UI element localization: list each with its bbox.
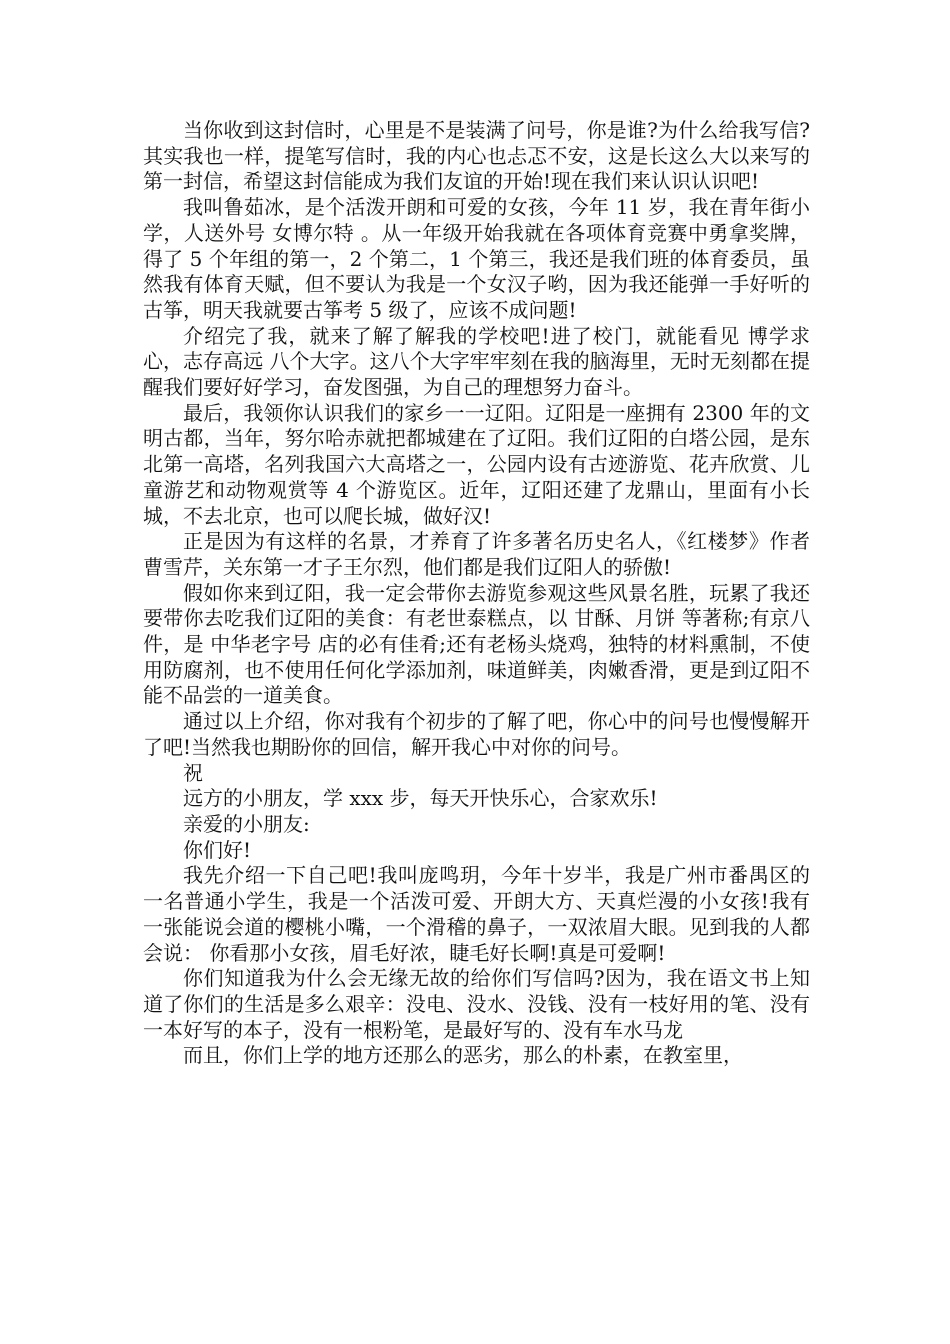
paragraph-greeting: 你们好! [183, 837, 252, 862]
paragraph-self-introduction: 我叫鲁茹冰，是个活泼开朗和可爱的女孩，今年 11 岁，我在青年街小学，人送外号 女博尔特 。从一年级开始我就在各项体育竞赛中勇拿奖牌，得了 5 个年组的第一，2 个第二，1 个第三，我还是我们班的体育委员，虽然我有体育天赋，但不要认为我是一个女汉子哟，因为我还能弹一手好听的古筝，明天我就要古筝考 5 级了，应该不成问题! [143, 195, 810, 322]
paragraph-second-letter-intro: 我先介绍一下自己吧!我叫庞鸣玥，今年十岁半，我是广州市番禺区的一名普通小学生，我是一个活泼可爱、开朗大方、天真烂漫的小女孩!我有一张能说会道的樱桃小嘴，一个滑稽的鼻子，一双浓眉大眼。见到我的人都会说： 你看那小女孩，眉毛好浓，睫毛好长啊!真是可爱啊! [143, 863, 810, 965]
paragraph-wish: 远方的小朋友，学 xxx 步，每天开快乐心，合家欢乐! [183, 786, 658, 811]
paragraph-famous-people: 正是因为有这样的名景，才养育了许多著名历史名人，《红楼梦》作者曹雪芹，关东第一才子王尔烈，他们都是我们辽阳人的骄傲! [143, 529, 810, 579]
paragraph-reason: 你们知道我为什么会无缘无故的给你们写信吗?因为，我在语文书上知道了你们的生活是多么艰辛：没电、没水、没钱、没有一枝好用的笔、没有一本好写的本子，没有一根粉笔，是最好写的、没有车水马龙 [143, 966, 810, 1042]
letter-body [143, 118, 810, 1069]
paragraph-hometown: 最后，我领你认识我们的家乡一一辽阳。辽阳是一座拥有 2300 年的文明古都，当年，努尔哈赤就把都城建在了辽阳。我们辽阳的白塔公园，是东北第一高塔，名列我国六大高塔之一，公园内设有古迹游览、花卉欣赏、儿童游艺和动物观赏等 4 个游览区。近年，辽阳还建了龙鼎山，里面有小长城，不去北京，也可以爬长城，做好汉! [143, 400, 810, 528]
paragraph-closing: 通过以上介绍，你对我有个初步的了解了吧，你心中的问号也慢慢解开了吧!当然我也期盼你的回信，解开我心中对你的问号。 [143, 709, 810, 759]
paragraph-intro-question: 当你收到这封信时，心里是不是装满了问号，你是谁?为什么给我写信?其实我也一样，提笔写信时，我的内心也忐忑不安，这是长这么大以来写的第一封信，希望这封信能成为我们友谊的开始!现在我们来认识认识吧! [143, 118, 810, 194]
paragraph-wish-label: 祝 [183, 760, 203, 785]
paragraph-school: 介绍完了我，就来了解了解我的学校吧!进了校门，就能看见 博学求心，志存高远 八个大字。这八个大字牢牢刻在我的脑海里，无时无刻都在提醒我们要好好学习，奋发图强，为自己的理想努力奋斗。 [143, 323, 810, 400]
paragraph-salutation: 亲爱的小朋友: [183, 811, 310, 836]
paragraph-food: 假如你来到辽阳，我一定会带你去游览参观这些风景名胜，玩累了我还要带你去吃我们辽阳的美食：有老世泰糕点，以 甘酥、月饼 等著称;有京八件，是 中华老字号 店的必有佳肴;还有老杨头烧鸡，独特的材料熏制，不使用防腐剂，也不使用任何化学添加剂，味道鲜美，肉嫩香滑，更是到辽阳不能不品尝的一道美食。 [143, 580, 810, 708]
paragraph-school-conditions: 而且，你们上学的地方还那么的恶劣，那么的朴素，在教室里， [183, 1043, 743, 1068]
